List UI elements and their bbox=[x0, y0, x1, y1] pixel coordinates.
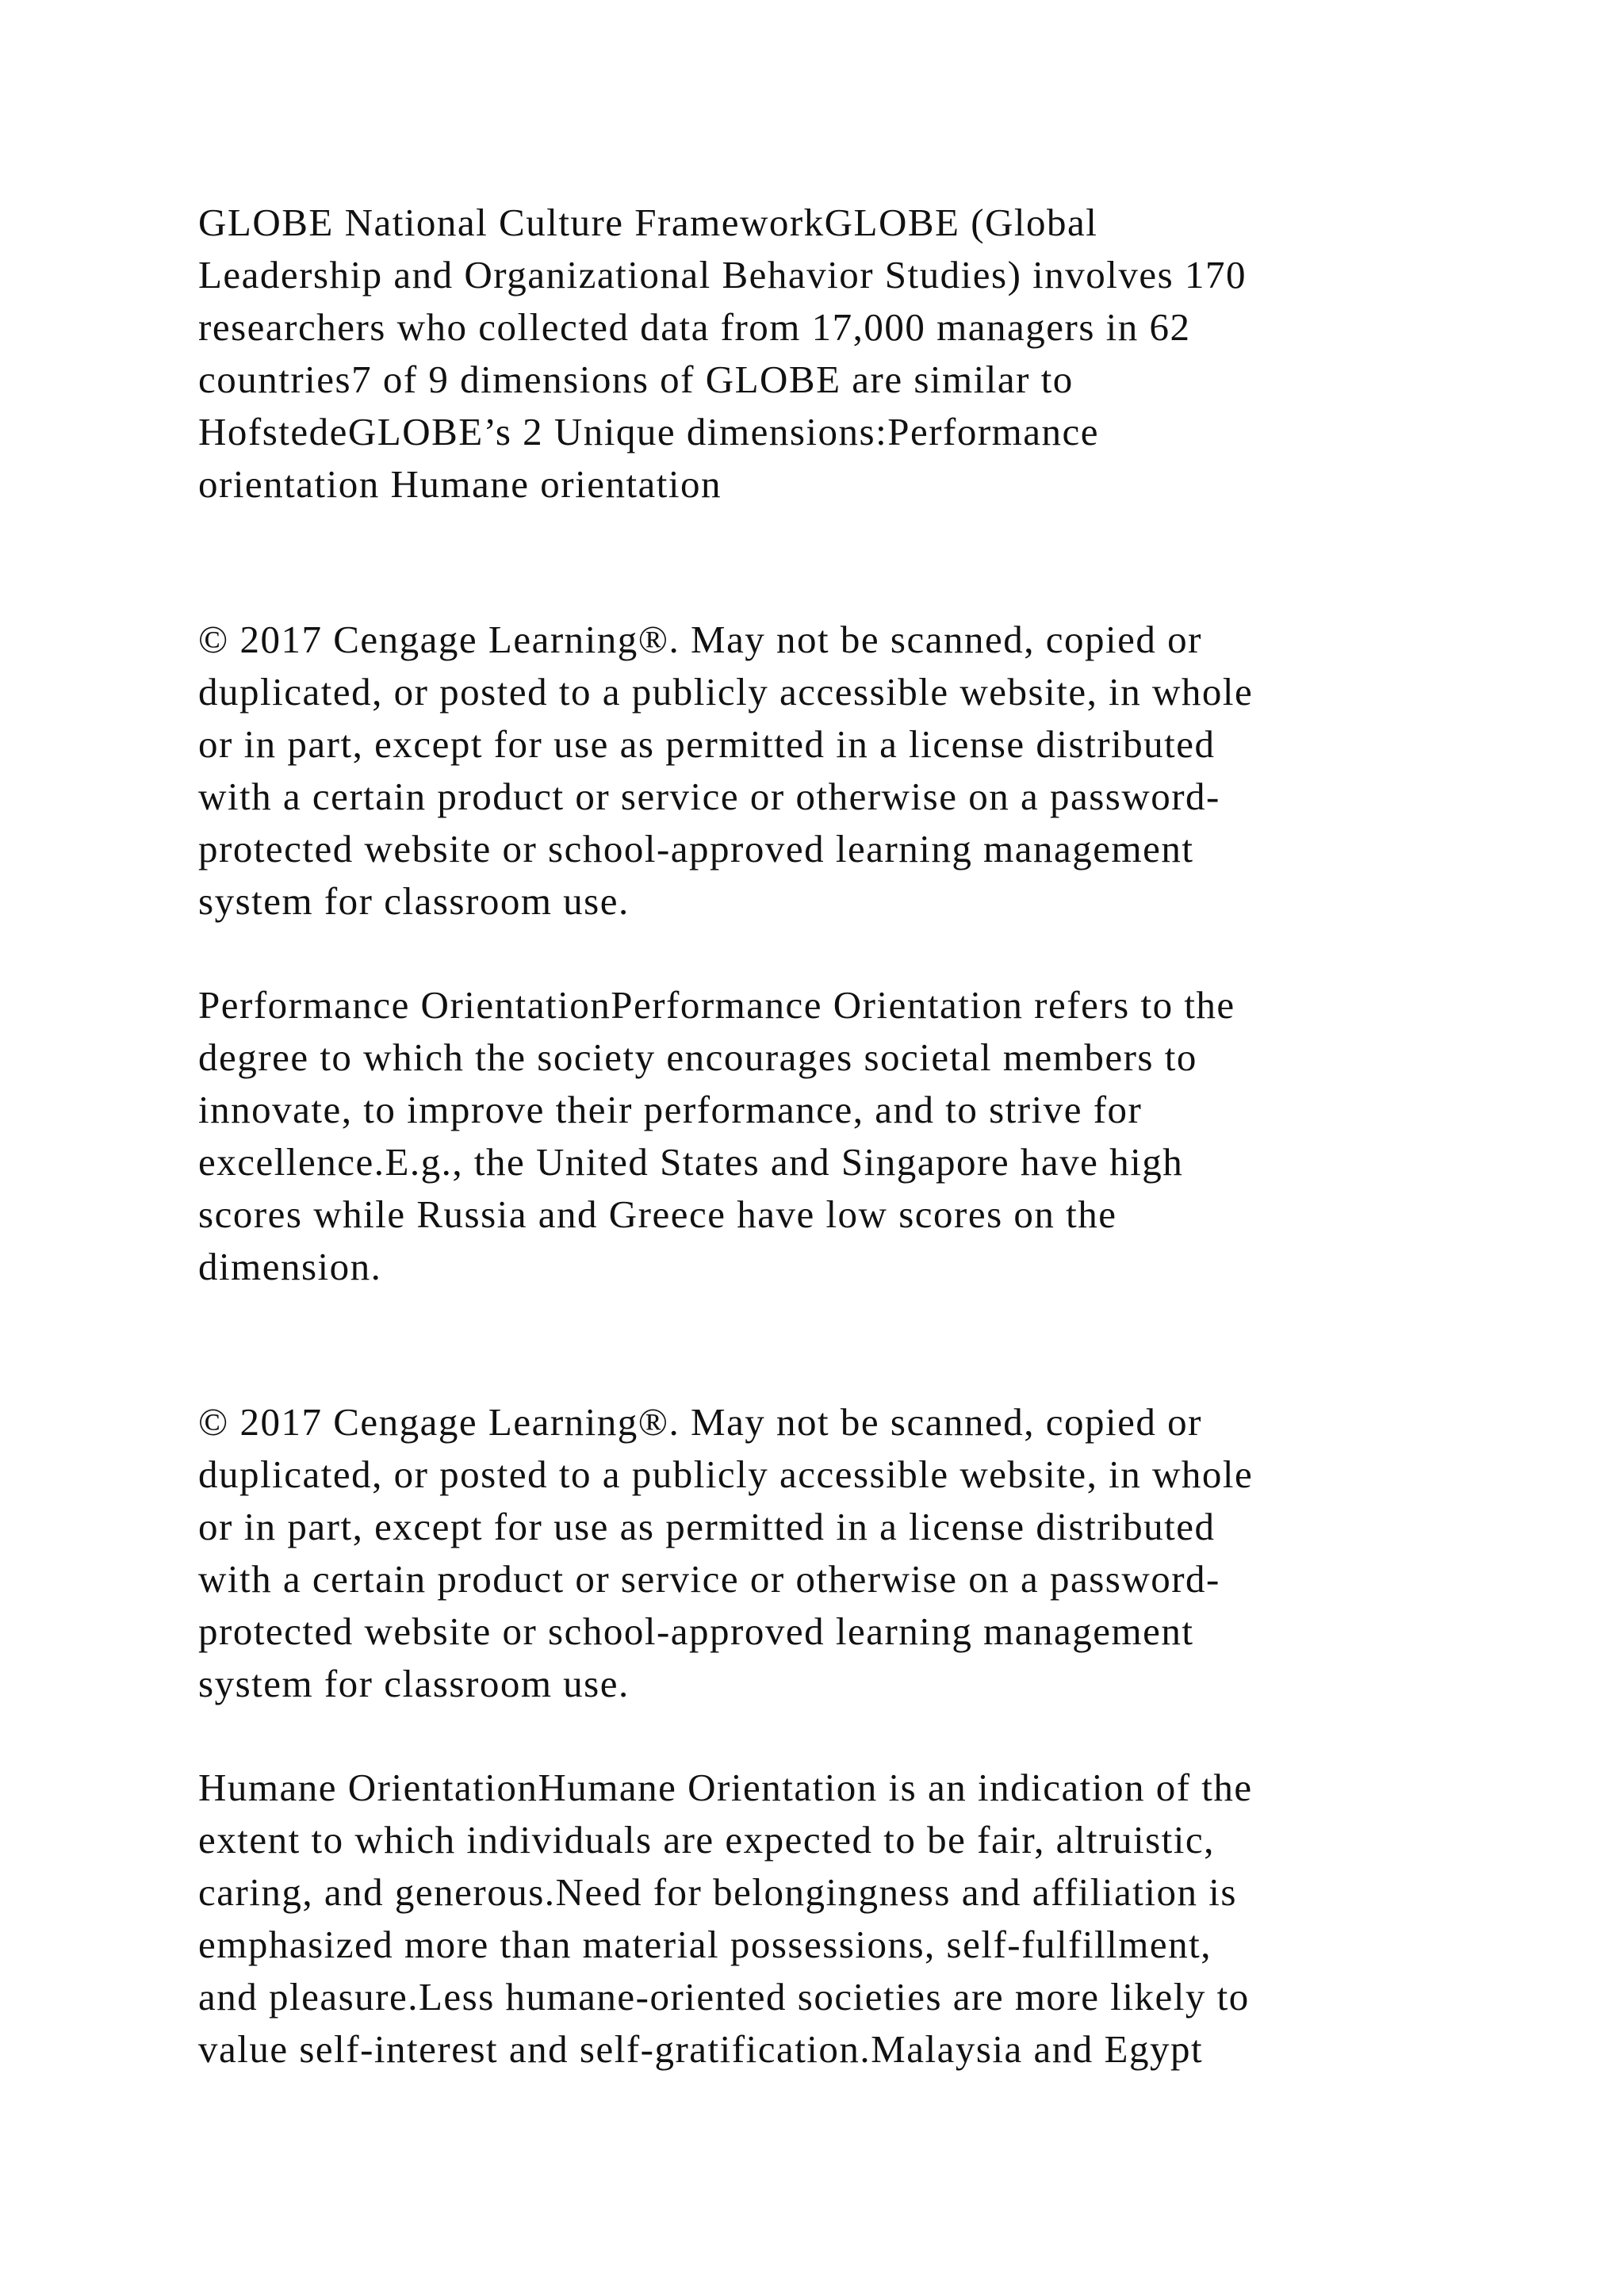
paragraph-globe-framework: GLOBE National Culture FrameworkGLOBE (Global Leadership and Organizational Behavior Studies) involves 170 researchers who collected data from 17,000 managers in 62 countries7 of 9 dimensions of GLOBE are similar to HofstedeGLOBE’s 2 Unique dimensions:Performance orientation Humane orientation bbox=[198, 201, 1247, 506]
paragraph-copyright-notice: © 2017 Cengage Learning®. May not be scanned, copied or duplicated, or posted to a publicly accessible website, in whole or in part, except for use as permitted in a license distributed with a certain product or service or otherwise on a password- protected website or school-approved learning management system for classroom use. bbox=[198, 618, 1254, 923]
paragraph-performance-orientation: Performance OrientationPerformance Orientation refers to the degree to which the society encourages societal members to innovate, to improve their performance, and to strive for excellence.E.g., the United States and Singapore have high scores while Russia and Greece have low scores on the dimension. bbox=[198, 983, 1235, 1288]
paragraph-humane-orientation: Humane OrientationHumane Orientation is an indication of the extent to which individuals are expected to be fair, altruistic, caring, and generous.Need for belongingness and affiliation is emphasized more than material possessions, self-fulfillment, and pleasure.Less humane-oriented societies are more likely to value self-interest and self-gratification.Malaysia and Egypt bbox=[198, 1766, 1253, 2071]
paragraph-copyright-notice: © 2017 Cengage Learning®. May not be scanned, copied or duplicated, or posted to a publicly accessible website, in whole or in part, except for use as permitted in a license distributed with a certain product or service or otherwise on a password- protected website or school-approved learning management system for classroom use. bbox=[198, 1400, 1254, 1705]
